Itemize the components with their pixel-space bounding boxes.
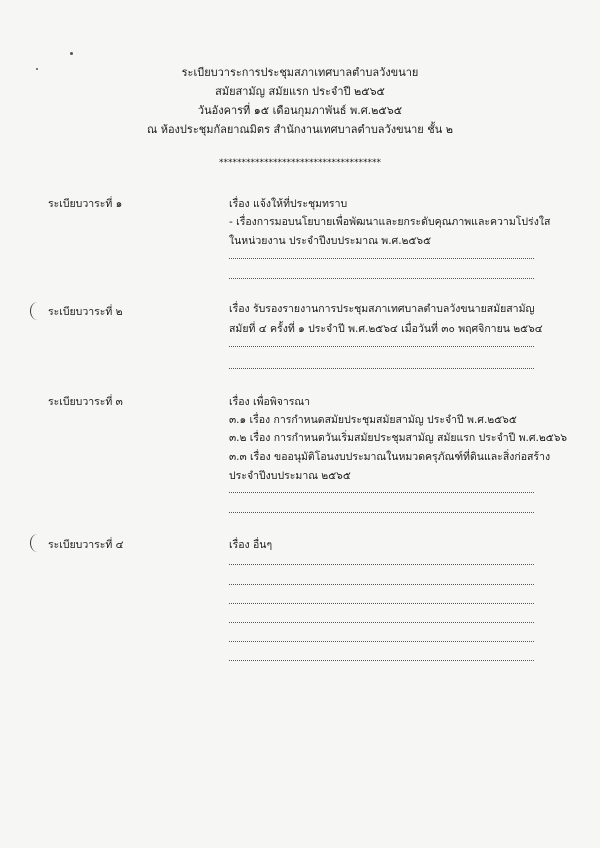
agenda-4-dotted-line [229,641,534,642]
separator-stars: ************************************ [219,158,381,168]
agenda-1-label: ระเบียบวาระที่ ๑ [48,198,123,210]
header-date: วันอังคารที่ ๑๕ เดือนกุมภาพันธ์ พ.ศ.๒๕๖๕ [197,104,403,117]
punch-hole-mark [30,534,45,552]
agenda-1-dotted-line [229,258,534,259]
agenda-2-dotted-line [229,368,534,369]
agenda-2-dotted-line [229,346,534,347]
agenda-3-line-1: ๓.๑ เรื่อง การกำหนดสมัยประชุมสมัยสามัญ ประจำปี พ.ศ.๒๕๖๕ [229,414,517,426]
agenda-1-subject: เรื่อง แจ้งให้ที่ประชุมทราบ [229,198,348,210]
scan-speck [70,52,73,55]
punch-hole-mark [30,302,45,320]
header-session: สมัยสามัญ สมัยแรก ประจำปี ๒๕๖๕ [215,85,385,98]
agenda-4-dotted-line [229,584,534,585]
header-venue: ณ ห้องประชุมกัลยาณมิตร สำนักงานเทศบาลตำบลวังขนาย ชั้น ๒ [147,123,453,136]
agenda-3-line-2: ๓.๒ เรื่อง การกำหนดวันเริ่มสมัยประชุมสามัญ สมัยแรก ประจำปี พ.ศ.๒๕๖๖ [229,432,568,444]
agenda-1-line-2: ในหน่วยงาน ประจำปีงบประมาณ พ.ศ.๒๕๖๕ [229,235,432,247]
agenda-3-line-3: ๓.๓ เรื่อง ขออนุมัติโอนงบประมาณในหมวดครุภัณฑ์ที่ดินและสิ่งก่อสร้าง [229,451,551,463]
agenda-4-dotted-line [229,660,534,661]
agenda-4-label: ระเบียบวาระที่ ๔ [48,539,124,551]
agenda-3-label: ระเบียบวาระที่ ๓ [48,396,123,408]
agenda-3-dotted-line [229,512,534,513]
agenda-3-subject: เรื่อง เพื่อพิจารณา [229,396,311,408]
agenda-4-dotted-line [229,622,534,623]
agenda-3-line-4: ประจำปีงบประมาณ ๒๕๖๕ [229,470,351,482]
header-title: ระเบียบวาระการประชุมสภาเทศบาลตำบลวังขนาย [181,66,419,79]
agenda-1-dotted-line [229,278,534,279]
agenda-2-line-1: สมัยที่ ๔ ครั้งที่ ๑ ประจำปี พ.ศ.๒๕๖๔ เมื่อวันที่ ๓๐ พฤศจิกายน ๒๕๖๔ [229,323,543,335]
agenda-4-dotted-line [229,564,534,565]
agenda-2-label: ระเบียบวาระที่ ๒ [48,306,123,318]
agenda-1-line-1: - เรื่องการมอบนโยบายเพื่อพัฒนาและยกระดับคุณภาพและความโปร่งใส [229,216,551,228]
agenda-4-dotted-line [229,603,534,604]
agenda-3-dotted-line [229,492,534,493]
agenda-2-subject: เรื่อง รับรองรายงานการประชุมสภาเทศบาลตำบลวังขนายสมัยสามัญ [229,303,535,315]
agenda-4-subject: เรื่อง อื่นๆ [229,539,273,551]
